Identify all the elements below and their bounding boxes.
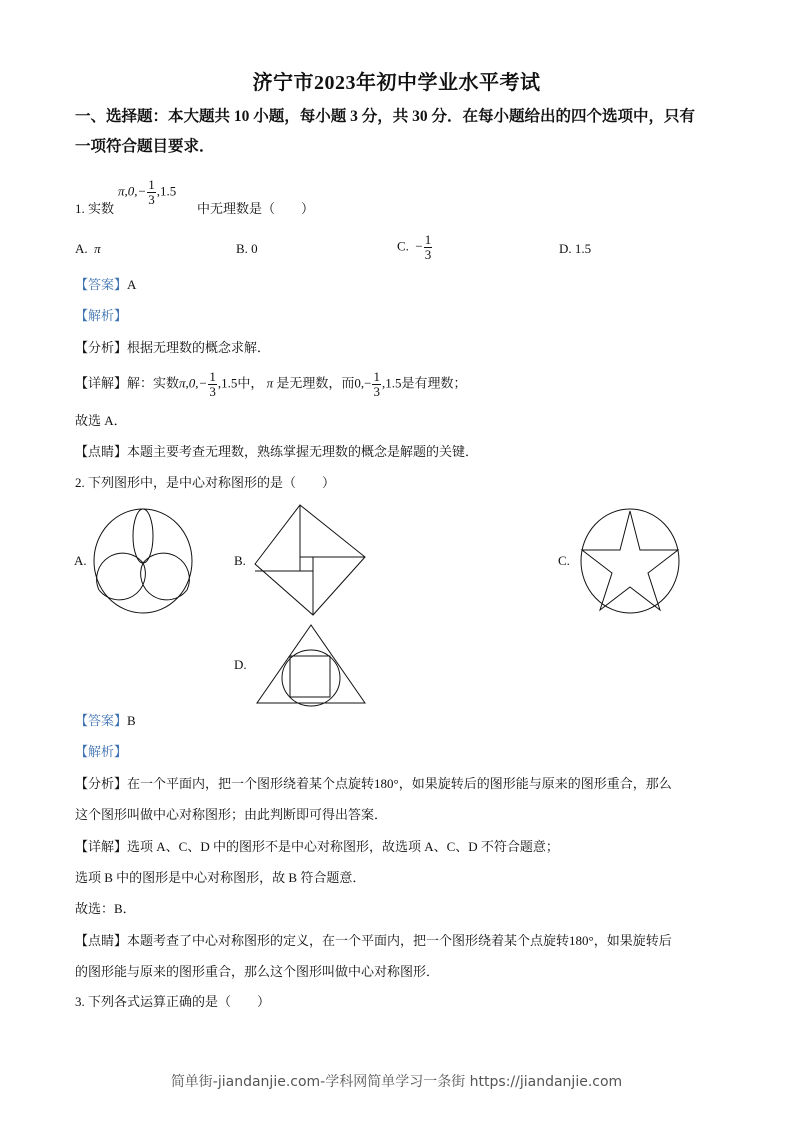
q1-dianjing: 【点睛】本题主要考查无理数，熟练掌握无理数的概念是解题的关键． — [75, 444, 479, 459]
answer-tag: 【答案】 — [75, 277, 128, 292]
q2-dianjing-line2: 的图形能与原来的图形重合，那么这个图形叫做中心对称图形． — [75, 964, 440, 979]
q1-option-c: C. − $\frac{1}{3}$ — [397, 232, 432, 262]
section-heading-line2: 一项符合题目要求． — [75, 138, 215, 155]
footer-watermark: 简单街-jiandanjie.com-学科网简单学习一条街 https://jiandanjie.com — [170, 1074, 623, 1090]
q2-figure-b-label: B. — [234, 553, 246, 568]
q2-figure-c — [580, 508, 680, 614]
q1-stem-math: π,0,− $\frac{1}{3}$ ,1.5 — [118, 177, 177, 207]
q1-fenxi: 【分析】根据无理数的概念求解． — [75, 340, 271, 355]
q2-analysis-tag: 【解析】 — [75, 744, 128, 759]
q1-number: 1. — [75, 201, 85, 216]
q2-fenxi-line2: 这个图形叫做中心对称图形；由此判断即可得出答案． — [75, 807, 388, 822]
q1-stem-pre: 实数 — [88, 201, 115, 216]
q1-option-b: B. 0 — [236, 241, 258, 256]
q3-stem: 3. 下列各式运算正确的是（ ） — [75, 994, 271, 1009]
q1-xiangjie: 【详解】解：实数π,0,− $\frac{1}{3}$ ,1.5中， π 是无理数，而0,− $\frac{1}{3}$ ,1.5是有理数； — [75, 369, 467, 399]
q2-figure-b — [255, 505, 375, 617]
q2-dianjing-line1: 【点睛】本题考查了中心对称图形的定义，在一个平面内，把一个图形绕着某个点旋转180°，如果旋转后 — [75, 933, 672, 948]
q1-analysis-tag: 【解析】 — [75, 308, 128, 323]
q2-answer: 【答案】B — [75, 713, 136, 728]
q2-fenxi-line1: 【分析】在一个平面内，把一个图形绕着某个点旋转180°，如果旋转后的图形能与原来的图形重合，那么 — [75, 776, 672, 791]
q2-figure-a — [94, 505, 194, 615]
q2-figure-d-label: D. — [234, 657, 247, 672]
section-heading — [75, 102, 725, 162]
q1-answer: 【答案】A — [75, 277, 137, 292]
q2-stem: 2. 下列图形中，是中心对称图形的是（ ） — [75, 475, 336, 490]
q2-figure-c-label: C. — [558, 553, 570, 568]
section-heading-line1: 一、选择题：本大题共 10 小题，每小题 3 分，共 30 分．在每小题给出的四个选项中，只有 — [75, 108, 696, 125]
page-title: 济宁市2023年初中学业水平考试 — [252, 72, 541, 94]
fraction: $\frac{1}{3}$ — [148, 177, 155, 207]
q1-option-a: A. π — [75, 241, 101, 256]
q1-option-d: D. 1.5 — [559, 241, 592, 256]
q2-conclusion: 故选：B． — [75, 901, 136, 916]
q2-figure-d — [256, 623, 368, 705]
q1-stem — [75, 200, 114, 218]
q2-xiangjie-line1: 【详解】选项 A、C、D 中的图形不是中心对称图形，故选项 A、C、D 不符合题意； — [75, 839, 559, 854]
q2-xiangjie-line2: 选项 B 中的图形是中心对称图形，故 B 符合题意． — [75, 870, 366, 885]
q1-stem-post: 中无理数是（ ） — [197, 201, 315, 216]
q2-figure-a-label: A. — [74, 553, 87, 568]
q1-conclusion: 故选 A． — [75, 413, 127, 428]
